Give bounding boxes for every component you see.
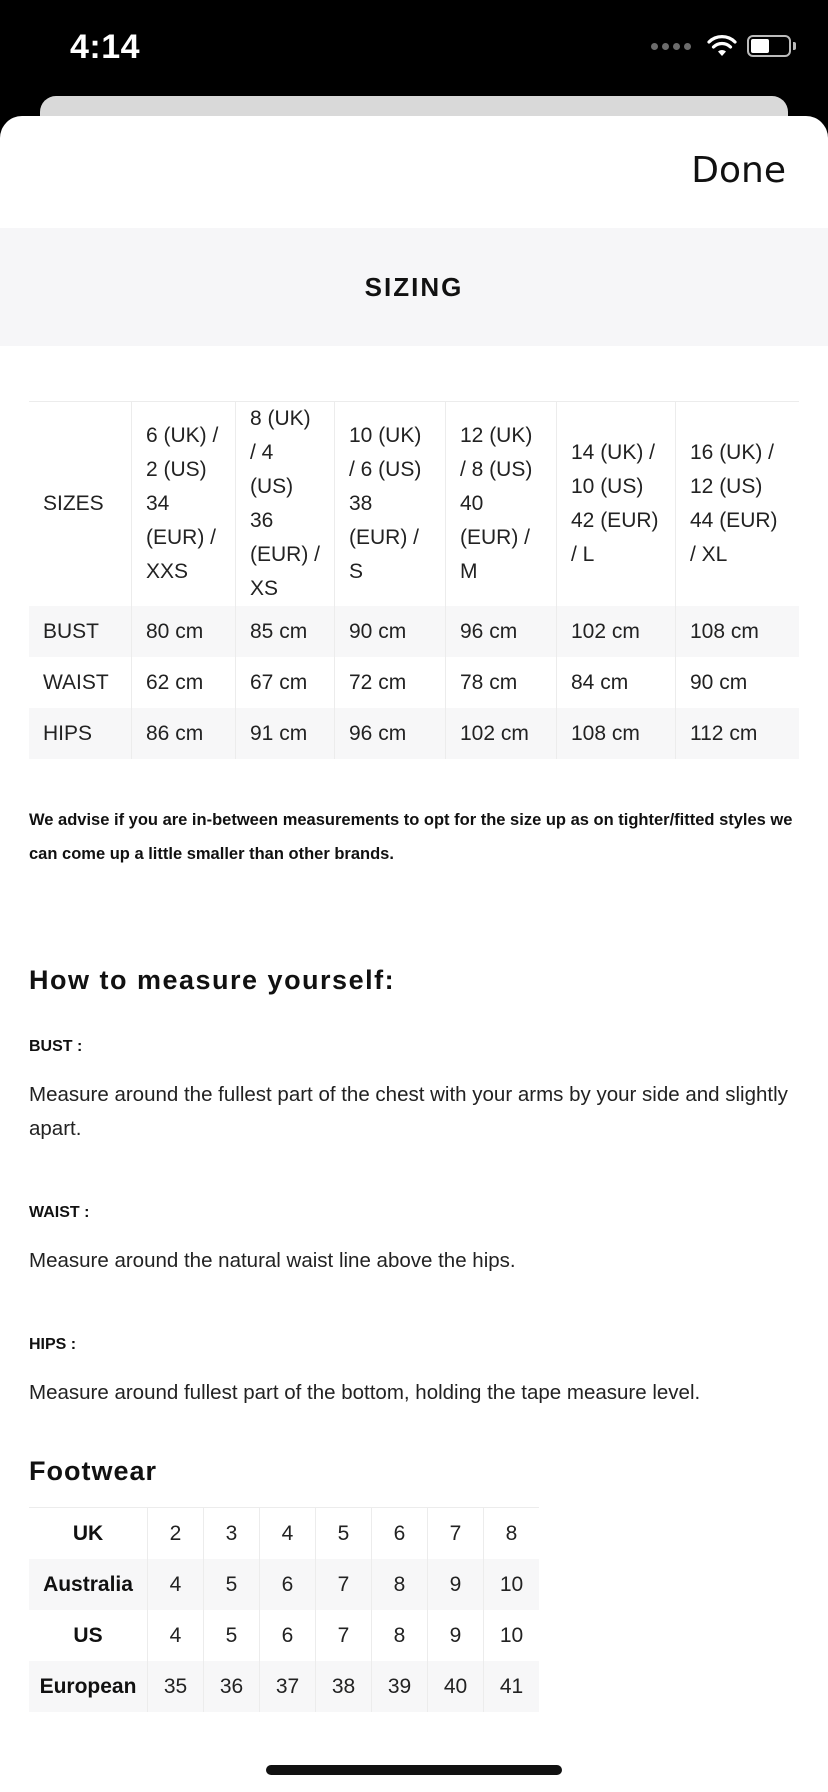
footwear-row-european	[29, 1661, 539, 1712]
battery-icon	[747, 35, 791, 57]
footwear-size-table	[29, 1507, 539, 1712]
measurement-cell: 67 cm	[236, 657, 335, 708]
measurement-cell: 90 cm	[335, 606, 446, 657]
battery-nub	[793, 42, 796, 50]
footwear-size-cell: 40	[428, 1661, 484, 1712]
row-label-cell: HIPS	[29, 708, 132, 759]
wifi-icon	[707, 34, 737, 58]
footwear-size-cell: 8	[372, 1559, 428, 1610]
sizes-label-cell: SIZES	[29, 402, 132, 607]
footwear-size-cell: 5	[204, 1610, 260, 1661]
row-label-cell: WAIST	[29, 657, 132, 708]
measurement-cell: 96 cm	[446, 606, 557, 657]
footwear-size-cell: 6	[260, 1559, 316, 1610]
sizing-advice: We advise if you are in-between measurements to opt for the size up as on tighter/fitted styles we can come up a little smaller than other brands.	[29, 811, 793, 863]
measurement-cell: 62 cm	[132, 657, 236, 708]
page-title: SIZING	[364, 271, 464, 302]
size-header-cell: 6 (UK) / 2 (US) 34 (EUR) / XXS	[132, 402, 236, 607]
measurement-cell: 78 cm	[446, 657, 557, 708]
size-header-cell: 8 (UK) / 4 (US) 36 (EUR) / XS	[236, 402, 335, 607]
measurement-cell: 108 cm	[690, 619, 759, 643]
sizing-header	[0, 228, 828, 346]
measurement-cell: 86 cm	[132, 708, 236, 759]
status-icons	[651, 34, 796, 58]
footwear-size-cell: 41	[499, 1674, 524, 1698]
footwear-row-label: UK	[29, 1508, 148, 1560]
footwear-size-cell: 6	[260, 1610, 316, 1661]
footwear-size-cell: 10	[499, 1623, 524, 1647]
footwear-size-cell: 38	[316, 1661, 372, 1712]
footwear-row-label: US	[29, 1610, 148, 1661]
sizing-content	[29, 401, 799, 1712]
size-row-bust	[29, 606, 799, 657]
footwear-size-cell: 6	[372, 1508, 428, 1560]
bust-instructions: Measure around the fullest part of the chest with your arms by your side and slightly apart.	[29, 1083, 788, 1140]
size-row-hips	[29, 708, 799, 759]
measurement-cell: 84 cm	[557, 657, 676, 708]
footwear-size-cell: 7	[316, 1559, 372, 1610]
sizing-modal-sheet	[0, 116, 828, 1792]
footwear-row-label: European	[29, 1661, 148, 1712]
footwear-row-uk	[29, 1508, 539, 1560]
size-header-cell: 14 (UK) / 10 (US) 42 (EUR) / L	[557, 402, 676, 607]
footwear-row-australia	[29, 1559, 539, 1610]
measurement-cell: 108 cm	[557, 708, 676, 759]
measurement-cell: 96 cm	[335, 708, 446, 759]
row-label-cell: BUST	[29, 606, 132, 657]
size-header-cell: 10 (UK) / 6 (US) 38 (EUR) / S	[335, 402, 446, 607]
measurement-cell: 85 cm	[236, 606, 335, 657]
measure-heading: How to measure yourself:	[29, 965, 396, 995]
footwear-size-cell: 5	[316, 1508, 372, 1560]
home-indicator[interactable]	[266, 1765, 562, 1775]
footwear-size-cell: 9	[428, 1610, 484, 1661]
size-header-cell: 16 (UK) / 12 (US) 44 (EUR) / XL	[690, 441, 778, 566]
measurement-cell: 72 cm	[335, 657, 446, 708]
battery-fill	[751, 39, 769, 53]
measurement-cell: 112 cm	[690, 721, 758, 745]
footwear-size-cell: 4	[148, 1559, 204, 1610]
waist-instructions: Measure around the natural waist line above the hips.	[29, 1249, 516, 1272]
footwear-size-cell: 3	[204, 1508, 260, 1560]
footwear-size-cell: 10	[499, 1572, 524, 1596]
footwear-size-cell: 36	[204, 1661, 260, 1712]
status-bar	[0, 0, 828, 96]
status-time: 4:14	[70, 28, 141, 66]
footwear-size-cell: 4	[148, 1610, 204, 1661]
size-row-waist	[29, 657, 799, 708]
footwear-row-label: Australia	[29, 1559, 148, 1610]
footwear-size-cell: 9	[428, 1559, 484, 1610]
footwear-size-cell: 37	[260, 1661, 316, 1712]
footwear-size-cell: 35	[148, 1661, 204, 1712]
footwear-size-cell: 39	[372, 1661, 428, 1712]
size-chart-table	[29, 401, 799, 759]
measurement-cell: 80 cm	[132, 606, 236, 657]
footwear-size-cell: 2	[148, 1508, 204, 1560]
hips-instructions: Measure around fullest part of the bottom, holding the tape measure level.	[29, 1381, 701, 1404]
footwear-size-cell: 8	[505, 1521, 518, 1545]
measurement-cell: 102 cm	[446, 708, 557, 759]
size-header-cell: 12 (UK) / 8 (US) 40 (EUR) / M	[446, 402, 557, 607]
footwear-size-cell: 4	[260, 1508, 316, 1560]
measurement-cell: 102 cm	[557, 606, 676, 657]
footwear-size-cell: 8	[372, 1610, 428, 1661]
footwear-size-cell: 7	[316, 1610, 372, 1661]
footwear-size-cell: 7	[428, 1508, 484, 1560]
hips-label: HIPS :	[29, 1336, 77, 1353]
measurement-cell: 90 cm	[690, 670, 748, 694]
done-button[interactable]: Done	[691, 150, 786, 191]
footwear-size-cell: 5	[204, 1559, 260, 1610]
footwear-heading: Footwear	[29, 1456, 158, 1486]
cellular-signal-icon	[651, 43, 691, 50]
footwear-row-us	[29, 1610, 539, 1661]
size-header-row	[29, 402, 799, 607]
measurement-cell: 91 cm	[236, 708, 335, 759]
bust-label: BUST :	[29, 1038, 83, 1055]
waist-label: WAIST :	[29, 1204, 90, 1221]
